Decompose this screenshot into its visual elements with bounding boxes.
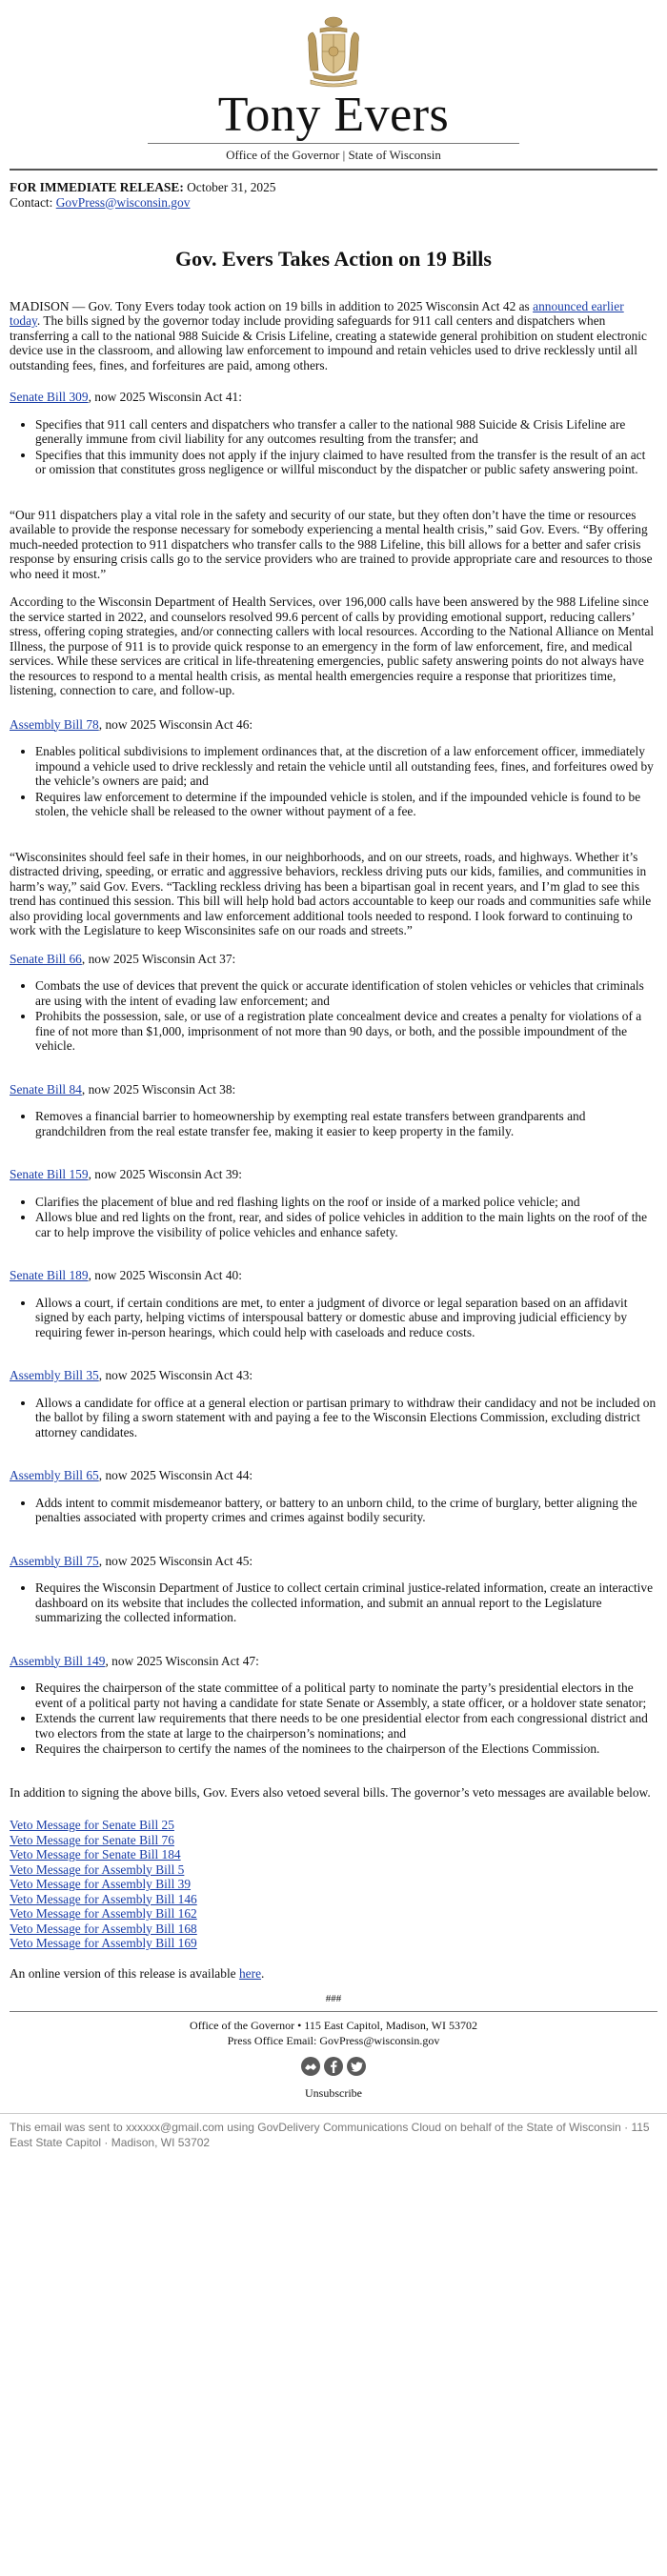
veto-link-ab5[interactable]: Veto Message for Assembly Bill 5: [10, 1862, 185, 1877]
twitter-icon[interactable]: [346, 2056, 367, 2081]
veto-link-sb76[interactable]: Veto Message for Senate Bill 76: [10, 1832, 174, 1847]
release-header: [10, 180, 657, 210]
bill-heading: Assembly Bill 149, now 2025 Wisconsin Act 47:: [10, 1653, 259, 1668]
unsubscribe-link[interactable]: Unsubscribe: [305, 2085, 362, 2100]
list-item: • Adds intent to commit misdemeanor battery, or battery to an unborn child, to the crime of burglary, better aligning the penalties associated with property crimes and crimes against bodily security.: [35, 1496, 657, 1525]
release-date-line: [10, 180, 657, 195]
bill-heading: Senate Bill 309, now 2025 Wisconsin Act 41:: [10, 390, 242, 404]
bill-list: [10, 1109, 657, 1138]
list-item: • Specifies that this immunity does not apply if the injury claimed to have resulted from the transfer is the result of an act or omission that constitutes gross negligence or willful misconduct by the dispatcher or public safety answering point.: [35, 448, 657, 477]
bill-list: [10, 1296, 657, 1340]
state-label: State of Wisconsin: [348, 148, 441, 162]
list-item: • Requires the chairperson to certify the names of the nominees to the chairperson of the Elections Commission.: [35, 1741, 657, 1757]
online-version-line: An online version of this release is available here.: [10, 1965, 265, 1981]
intro-paragraph: MADISON — Gov. Tony Evers today took action on 19 bills in addition to 2025 Wisconsin Act 42 as announced earlier today. The bills signed by the governor today include providing safeguards for 911 call centers and dispatchers when transferring a call to the national 988 Suicide & Crisis Lifeline, creating a statewide general prohibition on student electronic device use in the classroom, and allowing law enforcement to impound and retain vehicles used to drive recklessly until all outstanding fees, fines, and forfeitures are paid, among others.: [10, 298, 647, 372]
assembly-bill-35-link[interactable]: Assembly Bill 35: [10, 1368, 99, 1382]
footer-rule: [10, 2011, 657, 2012]
footer-address: Office of the Governor • 115 East Capitol, Madison, WI 53702: [190, 2018, 477, 2032]
quote-paragraph: “Our 911 dispatchers play a vital role in the safety and security of our state, but they often don’t have the time or resources available to provide the response necessary for somebody experiencing a mental health crisis,” said Gov. Evers. “By offering much-needed protection to 911 dispatchers who transfer calls to the 988 Lifeline, this bill allows for a better and safer crisis response by ensuring crisis calls go to the service providers who are trained to provide appropriate care and resources to those who need it most.”: [10, 507, 653, 581]
list-item: • Extends the current law requirements that there needs to be one presidential elector from each congressional district and two electors from the state at large to the chairperson’s nominations; and: [35, 1711, 657, 1741]
release-date: October 31, 2025: [187, 180, 276, 194]
assembly-bill-149-link[interactable]: Assembly Bill 149: [10, 1653, 106, 1668]
veto-link-sb184[interactable]: Veto Message for Senate Bill 184: [10, 1847, 181, 1862]
page-title: Gov. Evers Takes Action on 19 Bills: [175, 247, 492, 271]
senate-bill-66-link[interactable]: Senate Bill 66: [10, 951, 82, 966]
list-item: • Requires the chairperson of the state committee of a political party to nominate the party’s presidential electors in the event of a political party not having a candidate for state Senate or Assembly, a state officer, or a holdover state senator;: [35, 1680, 657, 1710]
list-item: • Enables political subdivisions to implement ordinances that, at the discretion of a law enforcement officer, immediately impound a vehicle used to drive recklessly and retain the vehicle until all outstanding fees, fines, and forfeitures owed by the vehicle’s owners are paid; and: [35, 744, 657, 789]
governor-name: Tony Evers: [217, 88, 450, 142]
contact-email-link[interactable]: GovPress@wisconsin.gov: [55, 194, 191, 210]
footer-email: Press Office Email: GovPress@wisconsin.gov: [227, 2033, 440, 2047]
end-marker: ###: [325, 1993, 342, 2004]
assembly-bill-65-link[interactable]: Assembly Bill 65: [10, 1468, 99, 1482]
senate-bill-189-link[interactable]: Senate Bill 189: [10, 1268, 89, 1282]
bill-heading: Senate Bill 189, now 2025 Wisconsin Act 40:: [10, 1268, 242, 1282]
list-item: • Requires the Wisconsin Department of Justice to collect certain criminal justice-related information, create an interactive dashboard on its website that includes the collected information, and submit an annual report to the Legislature summarizing the collected information.: [35, 1580, 657, 1625]
header-rule: [10, 169, 657, 171]
quote-paragraph: “Wisconsinites should feel safe in their homes, in our neighborhoods, and on our streets, roads, and highways. Whether it’s distracted driving, speeding, or erratic and aggressive behaviors, reckless driving puts our kids, families, and communities in harm’s way,” said Gov. Evers. “Tackling reckless driving has been a bipartisan goal in recent years, and I’m glad to see this trend has continued this session. This bill will help hold bad actors accountable to keep our roads and communities safe while also providing local governments and law enforcement additional tools needed to respond. I look forward to continuing to work with the Legislature to keep Wisconsinites safe on our roads and streets.”: [10, 849, 652, 937]
veto-link-ab169[interactable]: Veto Message for Assembly Bill 169: [10, 1936, 197, 1950]
social-links: [0, 2056, 667, 2081]
footer-fine-print: This email was sent to xxxxxx@gmail.com using GovDelivery Communications Cloud on behalf of the State of Wisconsin · 115 East State Capitol · Madison, WI 53702: [0, 2113, 667, 2150]
bill-list: [10, 1195, 657, 1240]
list-item: • Removes a financial barrier to homeownership by exempting real estate transfers between grandparents and grandchildren from the real estate transfer fee, making it easier to keep property in the family.: [35, 1109, 657, 1138]
list-item: • Allows a candidate for office at a general election or partisan primary to withdraw their candidacy and not be included on the ballot by filing a sworn statement with and paying a fee to the Wisconsin Elections Commission, excluding district attorney candidates.: [35, 1396, 657, 1440]
bill-list: [10, 1680, 657, 1757]
veto-link-list: [10, 1818, 657, 1951]
release-body: [0, 180, 667, 2007]
senate-bill-84-link[interactable]: Senate Bill 84: [10, 1081, 82, 1097]
handshake-icon[interactable]: [300, 2056, 321, 2081]
bill-list: [10, 744, 657, 819]
list-item: • Clarifies the placement of blue and red flashing lights on the roof or inside of a marked police vehicle; and: [35, 1195, 657, 1210]
facebook-icon[interactable]: [323, 2056, 344, 2081]
assembly-bill-78-link[interactable]: Assembly Bill 78: [10, 716, 99, 732]
senate-bill-309-link[interactable]: Senate Bill 309: [10, 390, 89, 404]
list-item: • Specifies that 911 call centers and dispatchers who transfer a caller to the national 988 Suicide & Crisis Lifeline are generally immune from civil liability for any outcomes resulting from the transfer; and: [35, 417, 657, 447]
bill-list: [10, 417, 657, 477]
bill-list: [10, 1496, 657, 1525]
online-version-link[interactable]: here: [238, 1965, 262, 1981]
bill-heading: Assembly Bill 75, now 2025 Wisconsin Act 45:: [10, 1553, 253, 1568]
release-label: FOR IMMEDIATE RELEASE:: [10, 180, 184, 194]
list-item: • Allows blue and red lights on the front, rear, and sides of police vehicles in addition to the main lights on the roof of the car to help improve the visibility of police vehicles and enhance safety.: [35, 1210, 657, 1239]
office-label: Office of the Governor: [226, 148, 340, 162]
veto-link-ab168[interactable]: Veto Message for Assembly Bill 168: [10, 1921, 197, 1936]
bill-list: [10, 1396, 657, 1440]
masthead: [0, 0, 667, 163]
bill-heading: Senate Bill 159, now 2025 Wisconsin Act 39:: [10, 1167, 242, 1181]
assembly-bill-75-link[interactable]: Assembly Bill 75: [10, 1553, 99, 1568]
veto-link-ab39[interactable]: Veto Message for Assembly Bill 39: [10, 1877, 192, 1891]
contact-line: [10, 195, 657, 211]
bill-heading: Assembly Bill 35, now 2025 Wisconsin Act 43:: [10, 1368, 253, 1382]
list-item: • Requires law enforcement to determine if the impounded vehicle is stolen, and if the impounded vehicle is found to be stolen, the vehicle shall be released to the owner without payment of a fee.: [35, 790, 657, 819]
contact-label: Contact:: [10, 194, 53, 210]
masthead-divider: [148, 143, 519, 144]
veto-link-ab162[interactable]: Veto Message for Assembly Bill 162: [10, 1906, 197, 1921]
veto-link-sb25[interactable]: Veto Message for Senate Bill 25: [10, 1818, 174, 1832]
bill-heading: Senate Bill 66, now 2025 Wisconsin Act 37:: [10, 951, 236, 966]
veto-intro: In addition to signing the above bills, Gov. Evers also vetoed several bills. The governor’s veto messages are available below.: [10, 1784, 651, 1800]
bill-list: [10, 978, 657, 1054]
lifeline-paragraph: According to the Wisconsin Department of Health Services, over 196,000 calls have been answered by the 988 Lifeline since the service started in 2022, and counselors resolved 99.6 percent of calls by providing emotional support, reducing callers’ stress, offering coping strategies, and/or connecting callers with local resources. According to the National Alliance on Mental Illness, the purpose of 911 is to provide quick response to an emergency in the form of law enforcement, fire, and medical services. While these services are critical in life-threatening emergencies, public safety answering points do not always have the resources to respond to a mental health crisis, as mental health emergencies require a response that prioritizes time, listening, connection to care, and follow-up.: [10, 594, 655, 697]
senate-bill-159-link[interactable]: Senate Bill 159: [10, 1167, 89, 1181]
veto-link-ab146[interactable]: Veto Message for Assembly Bill 146: [10, 1891, 197, 1906]
bill-heading: Assembly Bill 65, now 2025 Wisconsin Act 44:: [10, 1468, 253, 1482]
footer: [0, 2011, 667, 2150]
list-item: • Allows a court, if certain conditions are met, to enter a judgment of divorce or legal separation based on an affidavit signed by each party, helping victims of interspousal battery or domestic abuse and improving judicial efficiency by requiring fewer in-person hearings, which could help with caseloads and reduce costs.: [35, 1296, 657, 1340]
list-item: • Prohibits the possession, sale, or use of a registration plate concealment device and creates a penalty for violations of a fine of not more than $1,000, imprisonment of not more than 90 days, or both, and the possible impoundment of the vehicle.: [35, 1009, 657, 1054]
bill-list: [10, 1580, 657, 1625]
bill-heading: Senate Bill 84, now 2025 Wisconsin Act 38:: [10, 1081, 236, 1097]
list-item: • Combats the use of devices that prevent the quick or accurate identification of stolen vehicles or vehicles that criminals are using with the intent of evading law enforcement; and: [35, 978, 657, 1008]
announced-earlier-link[interactable]: announced earlier today: [10, 298, 624, 328]
masthead-subtitle: Office of the Governor | State of Wisconsin: [226, 148, 441, 162]
bill-heading: Assembly Bill 78, now 2025 Wisconsin Act 46:: [10, 716, 253, 732]
wisconsin-seal-icon: [295, 13, 372, 88]
